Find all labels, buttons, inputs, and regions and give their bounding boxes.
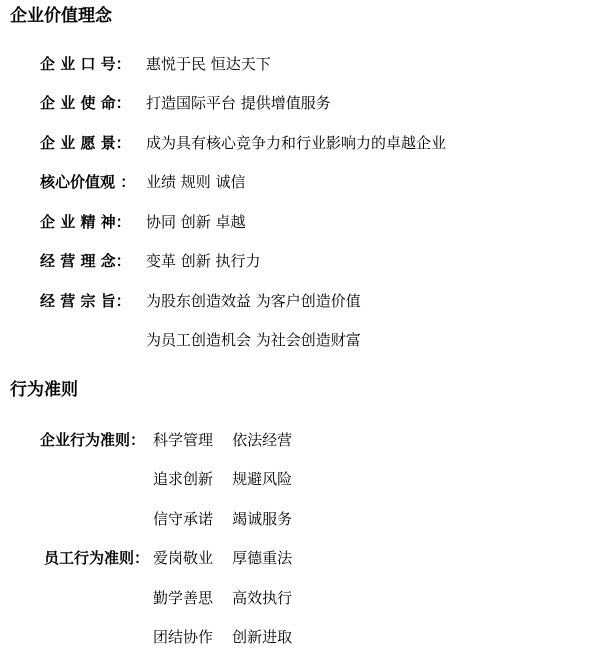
item-label: 经 营 理 念：	[40, 252, 131, 270]
section-title-values: 企业价值理念	[10, 6, 112, 26]
item-value: 打造国际平台 提供增值服务	[146, 94, 331, 112]
item-label: 企业行为准则：	[40, 431, 146, 449]
item-value: 协同 创新 卓越	[146, 213, 246, 231]
item-value: 科学管理 依法经营	[153, 431, 293, 449]
item-value: 团结协作 创新进取	[153, 628, 293, 646]
section-title-conduct: 行为准则	[10, 380, 78, 400]
item-value: 成为具有核心竞争力和行业影响力的卓越企业	[146, 134, 447, 152]
item-label: 员工行为准则：	[44, 549, 150, 567]
item-value: 变革 创新 执行力	[146, 252, 261, 270]
item-value: 信守承诺 竭诚服务	[153, 510, 293, 528]
item-label: 企 业 愿 景：	[40, 134, 131, 152]
item-value: 业绩 规则 诚信	[146, 173, 246, 191]
item-value: 爱岗敬业 厚德重法	[153, 549, 293, 567]
item-label: 核心价值观 ：	[40, 173, 136, 191]
item-label: 企 业 口 号：	[40, 55, 131, 73]
item-label: 企 业 精 神：	[40, 213, 131, 231]
item-value: 为员工创造机会 为社会创造财富	[146, 331, 361, 349]
item-value: 勤学善思 高效执行	[153, 589, 293, 607]
item-label: 企 业 使 命：	[40, 94, 131, 112]
item-label: 经 营 宗 旨：	[40, 292, 131, 310]
item-value: 追求创新 规避风险	[153, 470, 293, 488]
item-value: 为股东创造效益 为客户创造价值	[146, 292, 361, 310]
item-value: 惠悦于民 恒达天下	[146, 55, 271, 73]
